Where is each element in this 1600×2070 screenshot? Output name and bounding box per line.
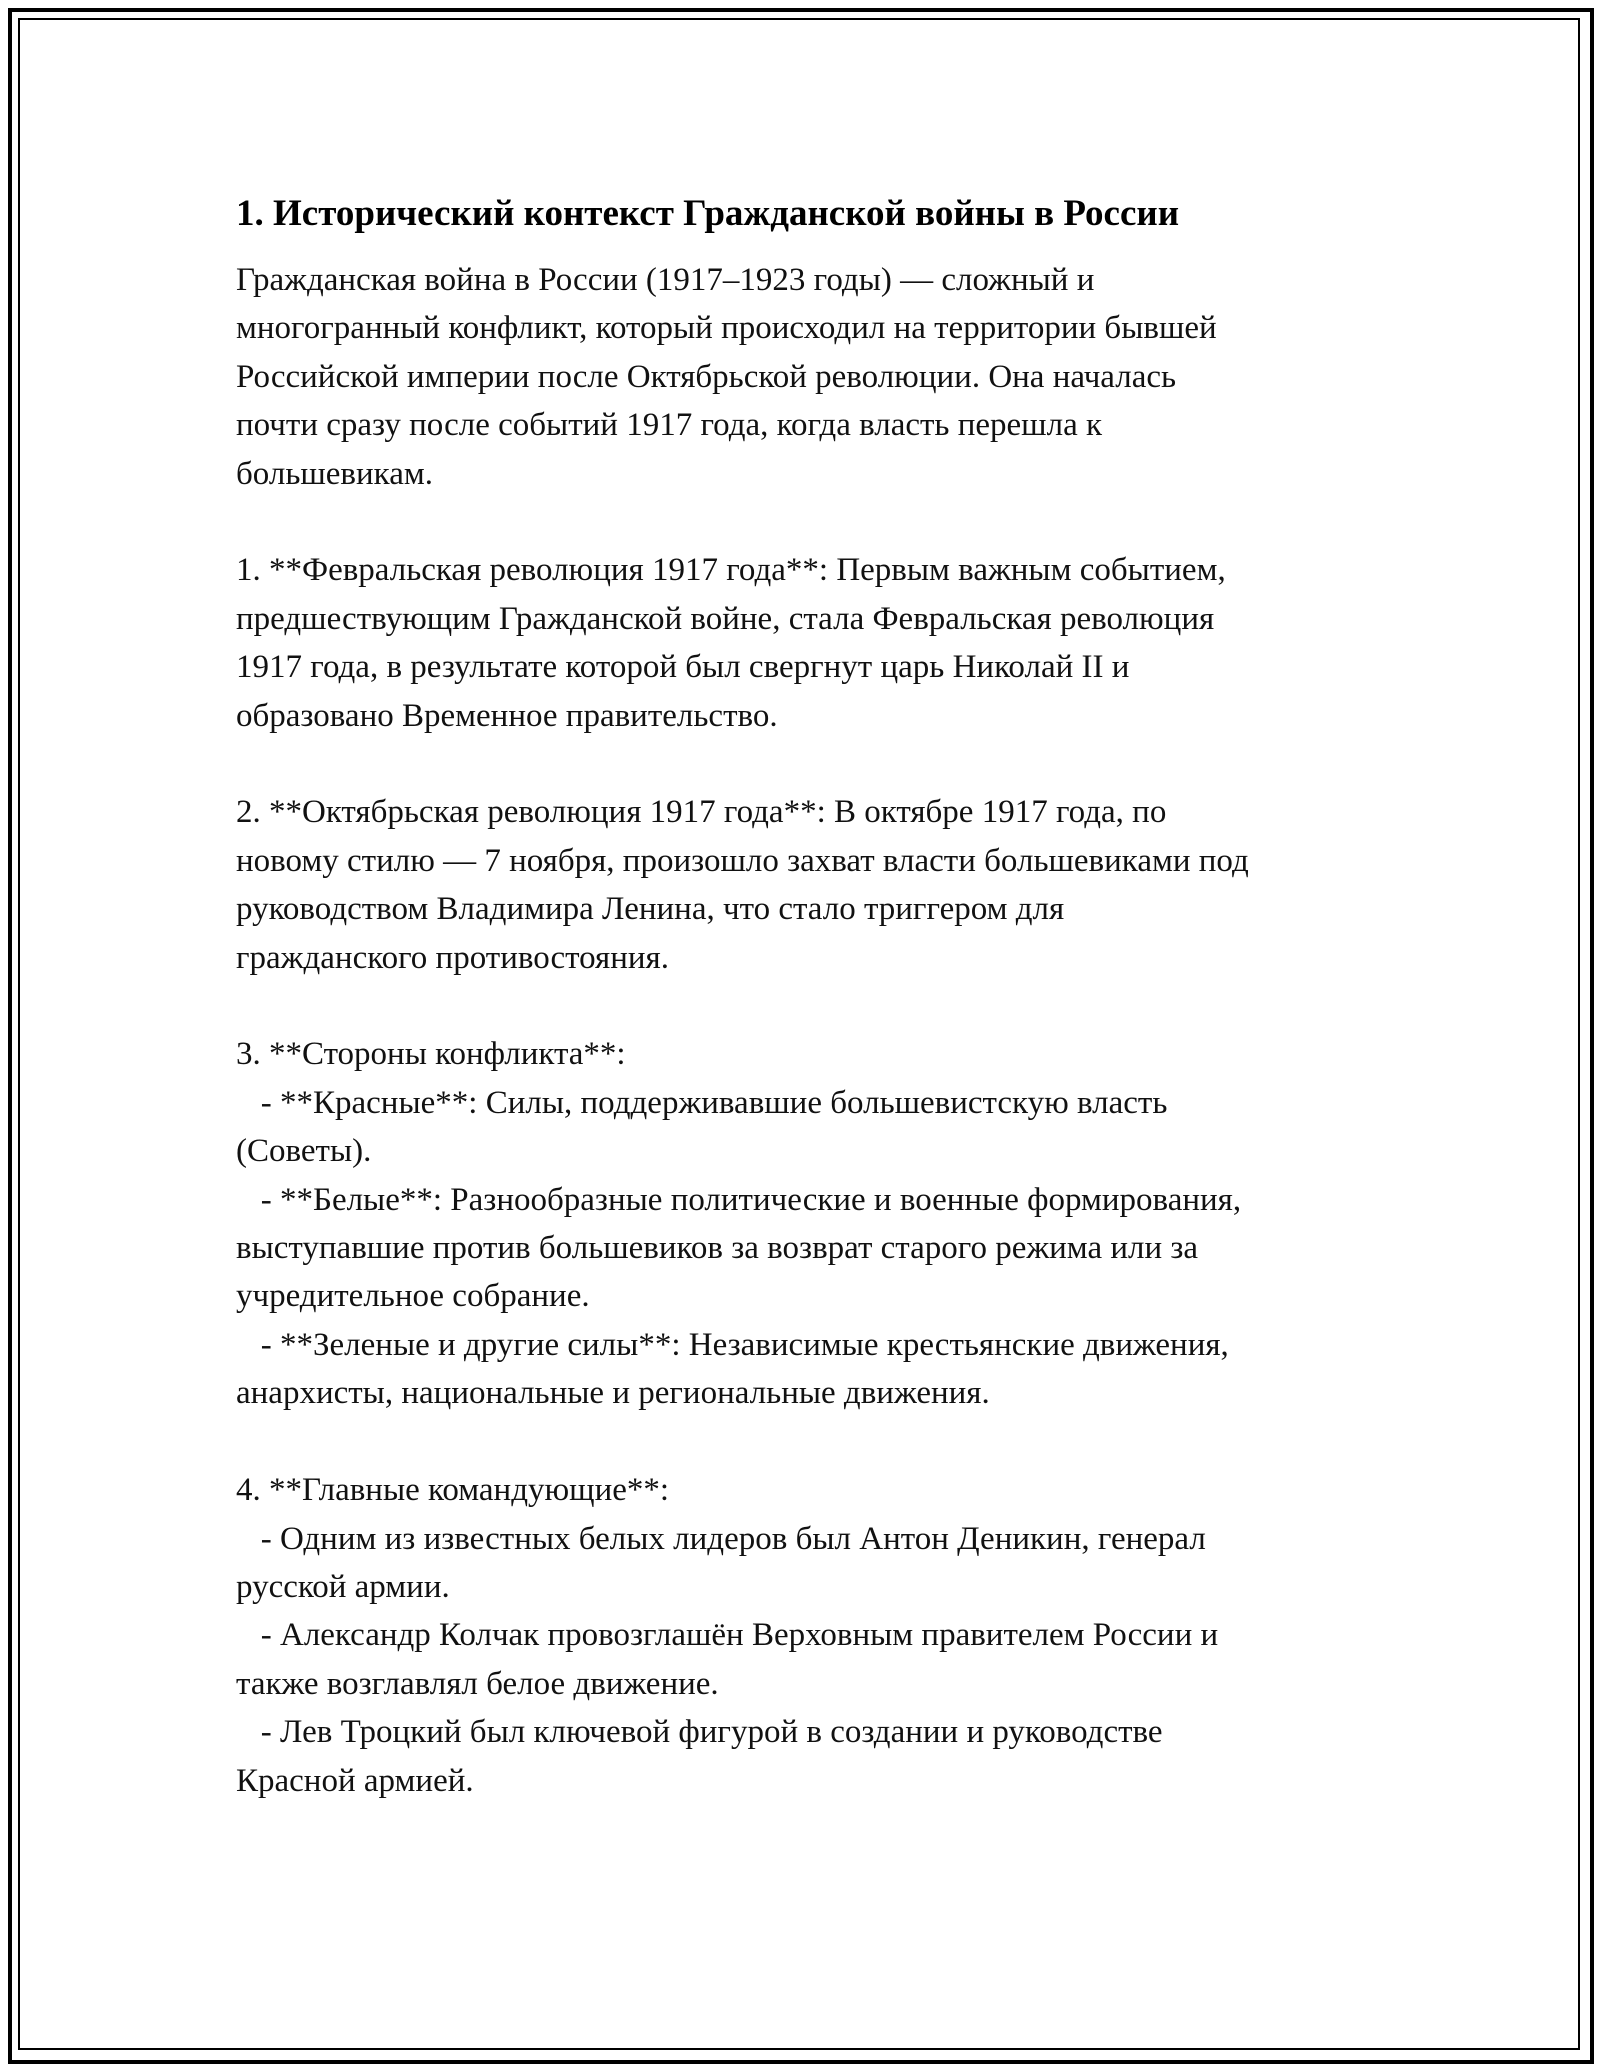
text-line: 3. **Стороны конфликта**: xyxy=(236,1036,626,1073)
text-line: - Одним из известных белых лидеров был Антон Деникин, генерал xyxy=(236,1520,1206,1557)
text-line: многогранный конфликт, который происходил на территории бывшей xyxy=(236,310,1217,347)
text-line: (Советы). xyxy=(236,1133,372,1170)
text-line: 4. **Главные командующие**: xyxy=(236,1472,670,1509)
text-line: предшествующим Гражданской войне, стала Февральская революция xyxy=(236,600,1215,637)
text-line: - Лев Троцкий был ключевой фигурой в создании и руководстве xyxy=(236,1714,1163,1751)
text-line: русской армии. xyxy=(236,1568,450,1605)
section-main-commanders xyxy=(236,1466,1386,1805)
text-line: новому стилю — 7 ноября, произошло захват власти большевиками под xyxy=(236,842,1249,879)
text-line: - **Белые**: Разнообразные политические и военные формирования, xyxy=(236,1181,1242,1218)
text-line: - **Зеленые и другие силы**: Независимые крестьянские движения, xyxy=(236,1326,1229,1363)
text-line: гражданского противостояния. xyxy=(236,939,669,976)
text-line: образовано Временное правительство. xyxy=(236,697,778,734)
text-line: 1. **Февральская революция 1917 года**: Первым важным событием, xyxy=(236,552,1226,589)
text-line: - Александр Колчак провозглашён Верховным правителем России и xyxy=(236,1617,1219,1654)
text-line: также возглавлял белое движение. xyxy=(236,1665,719,1702)
document-body xyxy=(236,186,1386,1805)
text-line: большевикам. xyxy=(236,455,433,492)
text-line: 1917 года, в результате которой был свергнут царь Николай II и xyxy=(236,649,1130,686)
section-conflict-sides xyxy=(236,1030,1386,1417)
text-line: 2. **Октябрьская революция 1917 года**: В октябре 1917 года, по xyxy=(236,794,1167,831)
text-line: - **Красные**: Силы, поддерживавшие большевистскую власть xyxy=(236,1084,1168,1121)
text-line: выступавшие против большевиков за возврат старого режима или за xyxy=(236,1230,1199,1267)
document-title: 1. Исторический контекст Гражданской войны в России xyxy=(236,193,1180,234)
text-line: анархисты, национальные и региональные движения. xyxy=(236,1375,990,1412)
text-line: учредительное собрание. xyxy=(236,1278,590,1315)
section-february-revolution xyxy=(236,546,1386,740)
text-line: руководством Владимира Ленина, что стало триггером для xyxy=(236,891,1065,928)
text-line: Российской империи после Октябрьской революции. Она началась xyxy=(236,358,1177,395)
section-october-revolution xyxy=(236,788,1386,982)
text-line: Гражданская война в России (1917–1923 годы) — сложный и xyxy=(236,262,1095,298)
intro-paragraph xyxy=(236,256,1386,498)
text-line: почти сразу после событий 1917 года, когда власть перешла к xyxy=(236,407,1102,444)
text-line: Красной армией. xyxy=(236,1762,474,1799)
